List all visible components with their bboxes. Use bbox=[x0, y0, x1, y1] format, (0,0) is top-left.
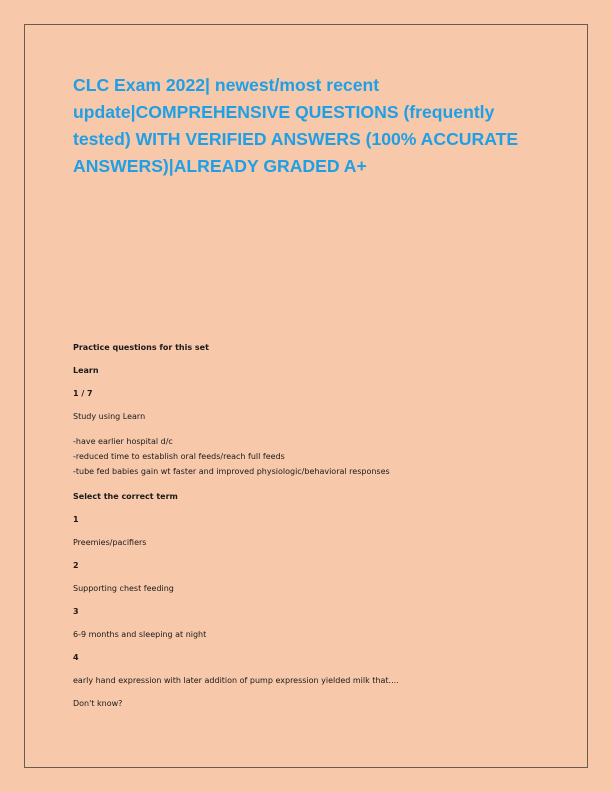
practice-heading: Practice questions for this set bbox=[73, 343, 209, 352]
option-number: 2 bbox=[73, 561, 79, 570]
document-title: CLC Exam 2022| newest/most recent update|COMPREHENSIVE QUESTIONS (frequently tested) WITH VERIFIED ANSWERS (100% ACCURATE ANSWERS)|ALREADY GRADED A+ bbox=[73, 75, 519, 176]
practice-section bbox=[73, 342, 543, 721]
answer-list bbox=[73, 434, 543, 479]
answer-line: -have earlier hospital d/c bbox=[73, 437, 173, 446]
option-number: 1 bbox=[73, 515, 79, 524]
select-prompt: Select the correct term bbox=[73, 492, 178, 501]
progress-counter: 1 / 7 bbox=[73, 389, 93, 398]
option-text[interactable]: Preemies/pacifiers bbox=[73, 538, 147, 547]
option-number: 4 bbox=[73, 653, 79, 662]
option-text[interactable]: Supporting chest feeding bbox=[73, 584, 174, 593]
option-number: 3 bbox=[73, 607, 79, 616]
dont-know-link[interactable]: Don't know? bbox=[73, 699, 123, 708]
option-text[interactable]: 6-9 months and sleeping at night bbox=[73, 630, 207, 639]
option-text[interactable]: early hand expression with later addition of pump expression yielded milk that.... bbox=[73, 676, 399, 685]
study-label: Study using Learn bbox=[73, 412, 146, 421]
answer-line: -tube fed babies gain wt faster and improved physiologic/behavioral responses bbox=[73, 467, 390, 476]
learn-label: Learn bbox=[73, 366, 99, 375]
answer-line: -reduced time to establish oral feeds/reach full feeds bbox=[73, 452, 285, 461]
